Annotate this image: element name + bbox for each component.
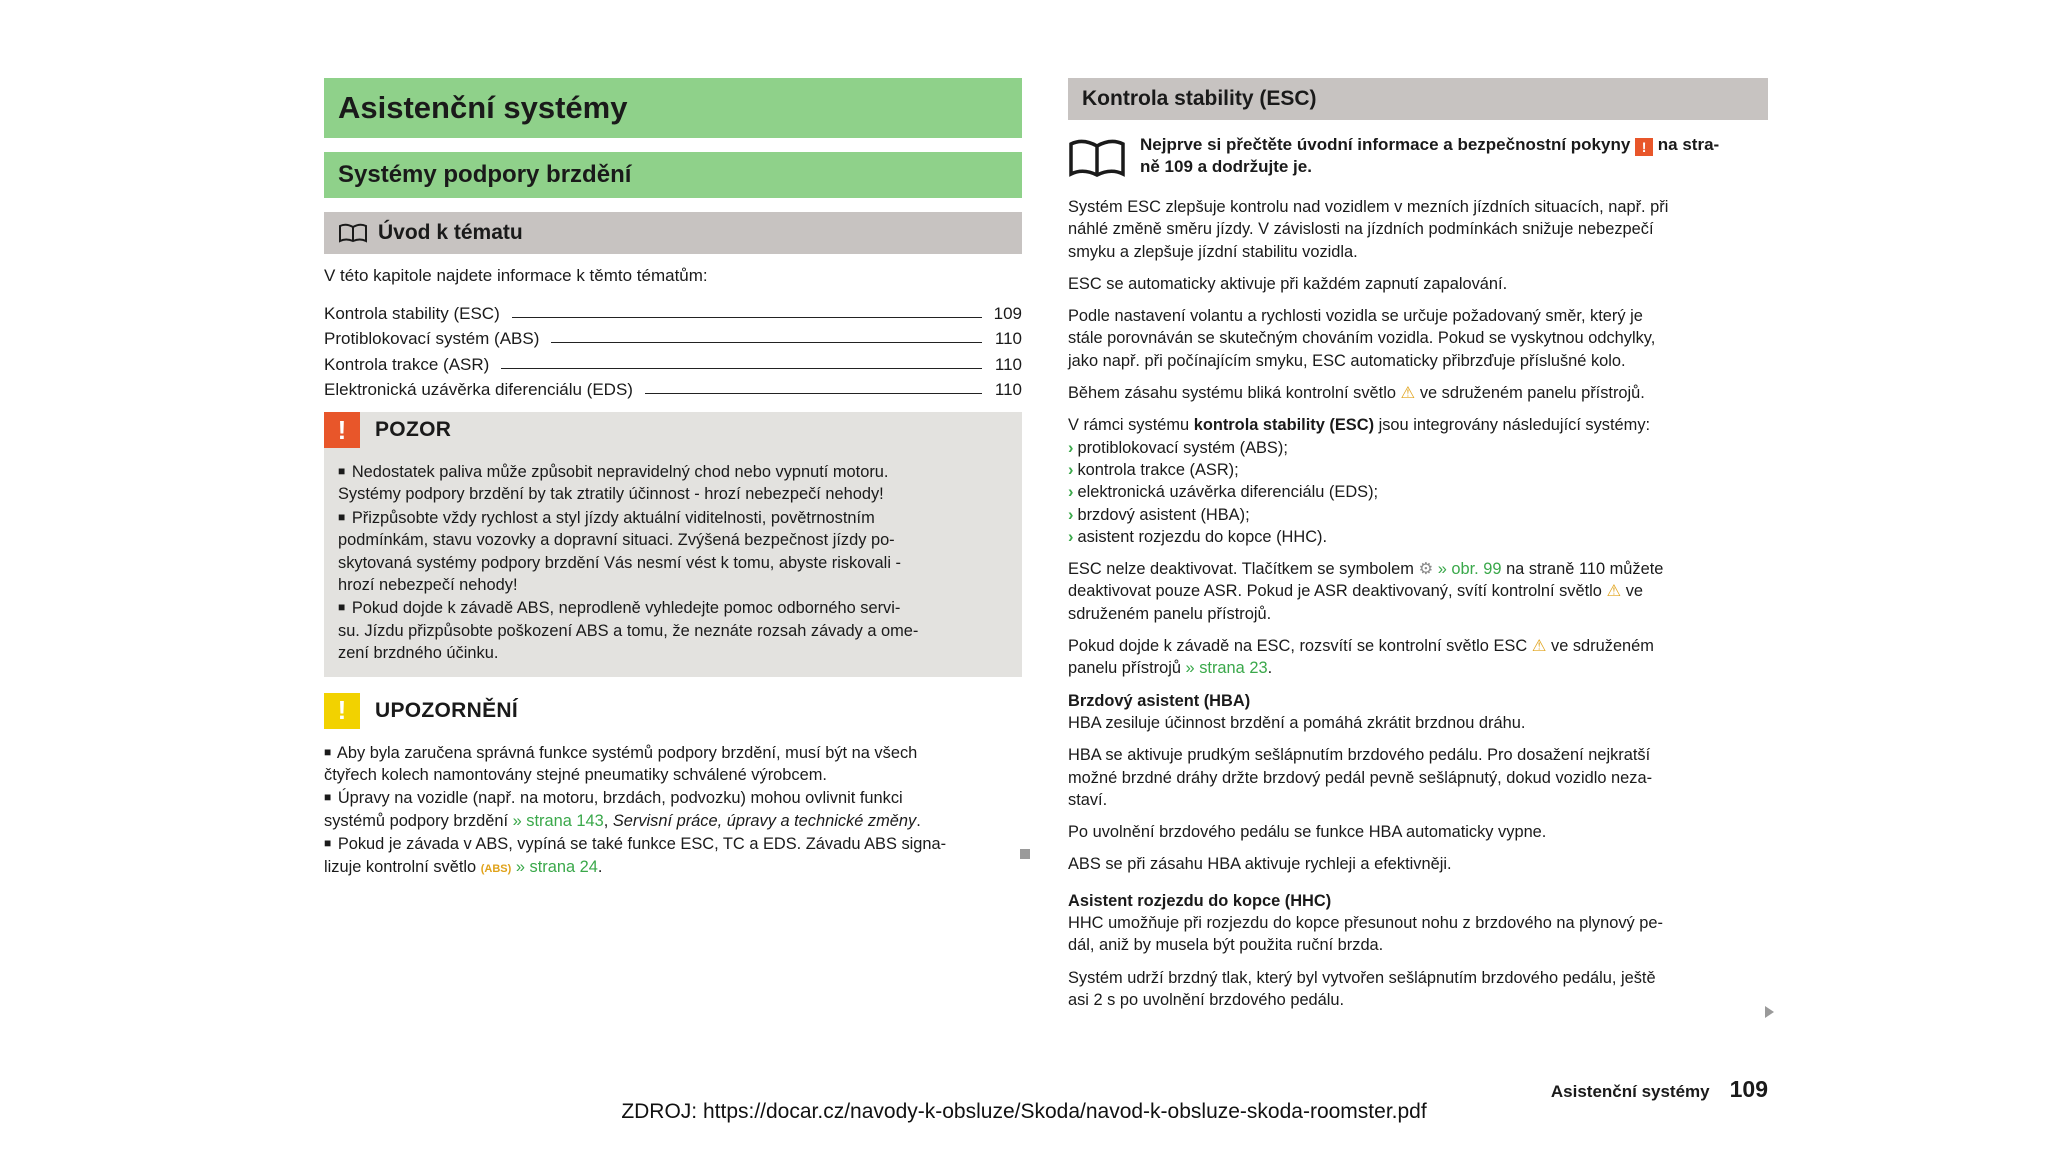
book-icon bbox=[338, 223, 368, 243]
paragraph: ABS se při zásahu HBA aktivuje rychleji a efektivněji. bbox=[1068, 855, 1452, 874]
paragraph: Po uvolnění brzdového pedálu se funkce HBA automaticky vypne. bbox=[1068, 823, 1547, 842]
chevron-right-icon: › bbox=[1068, 438, 1074, 457]
intro-text: V této kapitole najdete informace k těmto tématům: bbox=[324, 266, 708, 285]
continue-arrow-icon bbox=[1765, 1006, 1774, 1018]
warning-box bbox=[324, 412, 1022, 677]
note-line: ■ Aby byla zaručena správná funkce systémů podpory brzdění, musí být na všech bbox=[324, 743, 918, 762]
list-item: › kontrola trakce (ASR); bbox=[1068, 460, 1239, 479]
toc-item-page: 110 bbox=[994, 329, 1022, 348]
bullet-square-icon: ■ bbox=[338, 509, 346, 524]
page-link[interactable]: » strana 143 bbox=[512, 811, 604, 830]
warning-line: skytovaná systémy podpory brzdění Vás nesmí vést k tomu, abyste riskovali - bbox=[338, 553, 901, 572]
warning-line: podmínkám, stavu vozovky a dopravní situaci. Zvýšená bezpečnost jízdy po- bbox=[338, 531, 895, 550]
note-body bbox=[324, 729, 1022, 880]
toc-item[interactable] bbox=[324, 298, 1022, 324]
paragraph: Podle nastavení volantu a rychlosti vozidla se určuje požadovaný směr, který je stále porovnáván se skutečným chováním vozidla. Pokud se vyskytnou odchylky, jako např. při počínajícím smyku, ESC automaticky přibrzďuje příslušné kolo. bbox=[1068, 307, 1656, 370]
list-item: › protiblokovací systém (ABS); bbox=[1068, 438, 1288, 457]
toc-item-page: 110 bbox=[994, 354, 1022, 374]
section-end-mark bbox=[1020, 849, 1030, 859]
exclamation-icon: ! bbox=[1635, 138, 1653, 156]
esc-warning-light-icon: ⚠ bbox=[1531, 637, 1547, 656]
italic-reference: Servisní práce, úpravy a technické změny bbox=[612, 811, 917, 830]
toc-leader-line bbox=[645, 393, 982, 394]
toc-item[interactable] bbox=[324, 375, 1022, 401]
book-icon bbox=[1068, 138, 1126, 178]
bullet-square-icon: ■ bbox=[324, 790, 332, 805]
paragraph: ESC nelze deaktivovat. Tlačítkem se symbolem ⚙ » obr. 99 na straně 110 můžete deaktivovat pouze ASR. Pokud je ASR deaktivovaný, svítí kontrolní světlo ⚠ ve sdruženém panelu přístrojů. bbox=[1068, 560, 1664, 623]
warning-line: su. Jízdu přizpůsobte poškození ABS a tomu, že neznáte rozsah závady a ome- bbox=[338, 621, 919, 640]
paragraph: HBA zesiluje účinnost brzdění a pomáhá zkrátit brzdnou dráhu. bbox=[1068, 713, 1526, 732]
warning-line: ■ Nedostatek paliva může způsobit nepravidelný chod nebo vypnutí motoru. bbox=[338, 463, 889, 481]
bullet-square-icon: ■ bbox=[338, 464, 346, 478]
toc-item-page: 110 bbox=[994, 380, 1022, 399]
list-item: › elektronická uzávěrka diferenciálu (EDS); bbox=[1068, 483, 1379, 502]
paragraph: Systém ESC zlepšuje kontrolu nad vozidlem v mezních jízdních situacích, např. při náhlé změně směru jízdy. V závislosti na jízdních podmínkách snižuje nebezpečí smyku a zlepšuje jízdní stabilitu vozidla. bbox=[1068, 198, 1669, 261]
bullet-square-icon: ■ bbox=[324, 744, 332, 759]
toc-item-title: Protiblokovací systém (ABS) bbox=[324, 329, 540, 348]
warning-line: zení brzdného účinku. bbox=[338, 644, 499, 663]
toc-item-title: Elektronická uzávěrka diferenciálu (EDS) bbox=[324, 380, 633, 399]
toc-item-page: 109 bbox=[993, 303, 1022, 323]
footer-section: Asistenční systémy bbox=[1550, 1082, 1710, 1101]
note-header bbox=[324, 693, 1022, 729]
note-line: systémů podpory brzdění » strana 143, Servisní práce, úpravy a technické změny. bbox=[324, 811, 921, 830]
note-line: ■ Úpravy na vozidle (např. na motoru, brzdách, podvozku) mohou ovlivnit funkci bbox=[324, 789, 903, 808]
toc-item-title: Kontrola trakce (ASR) bbox=[324, 354, 490, 374]
paragraph: HHC umožňuje při rozjezdu do kopce přesunout nohu z brzdového na plynový pe- dál, aniž by musela být použita ruční brzda. bbox=[1068, 914, 1663, 955]
page-link[interactable]: » strana 24 bbox=[515, 857, 598, 876]
exclamation-icon: ! bbox=[324, 412, 360, 448]
page-link[interactable]: » strana 23 bbox=[1185, 659, 1268, 678]
warning-line: ■ Přizpůsobte vždy rychlost a styl jízdy aktuální viditelnosti, povětrnostním bbox=[338, 508, 875, 527]
hhc-title: Asistent rozjezdu do kopce (HHC) bbox=[1068, 891, 1332, 910]
chevron-right-icon: › bbox=[1068, 505, 1074, 524]
note-title: UPOZORNĚNÍ bbox=[375, 698, 519, 722]
paragraph: HBA se aktivuje prudkým sešlápnutím brzdového pedálu. Pro dosažení nejkratší možné brzdné dráhy držte brzdový pedál pevně sešlápnutý, dokud vozidlo neza- staví. bbox=[1068, 746, 1653, 809]
toc-item[interactable] bbox=[324, 349, 1022, 375]
hba-title: Brzdový asistent (HBA) bbox=[1068, 691, 1251, 710]
toc-leader-line bbox=[501, 368, 982, 369]
toc-leader-line bbox=[512, 317, 982, 318]
bullet-square-icon: ■ bbox=[324, 836, 332, 851]
warning-line: hrozí nebezpečí nehody! bbox=[338, 576, 518, 595]
note-block bbox=[324, 693, 1022, 880]
toc-leader-line bbox=[551, 342, 982, 343]
list-item: › asistent rozjezdu do kopce (HHC). bbox=[1068, 527, 1328, 546]
note-line: lizuje kontrolní světlo (ABS) » strana 24. bbox=[324, 857, 603, 876]
chapter-title: Asistenční systémy bbox=[324, 78, 1022, 138]
toc-item[interactable] bbox=[324, 324, 1022, 350]
paragraph: ESC se automaticky aktivuje při každém zapnutí zapalování. bbox=[1068, 274, 1508, 293]
esc-warning-light-icon: ⚠ bbox=[1400, 384, 1416, 403]
right-column bbox=[1068, 78, 1768, 1011]
bullet-square-icon: ■ bbox=[338, 600, 346, 615]
list-item: › brzdový asistent (HBA); bbox=[1068, 505, 1250, 524]
warning-title: POZOR bbox=[375, 418, 452, 441]
page-footer bbox=[1551, 1076, 1768, 1103]
note-line: čtyřech kolech namontovány stejné pneumatiky schválené výrobcem. bbox=[324, 766, 827, 785]
systems-list bbox=[1068, 437, 1768, 548]
source-caption: ZDROJ: https://docar.cz/navody-k-obsluze/Skoda/navod-k-obsluze-skoda-roomster.pdf bbox=[621, 1100, 1427, 1123]
page-number: 109 bbox=[1729, 1076, 1768, 1102]
warning-line: Systémy podpory brzdění by tak ztratily účinnost - hrozí nebezpečí nehody! bbox=[338, 485, 884, 504]
asr-warning-light-icon: ⚠ bbox=[1606, 582, 1622, 601]
warning-line: ■ Pokud dojde k závadě ABS, neprodleně vyhledejte pomoc odborného servi- bbox=[338, 599, 901, 618]
warning-body bbox=[324, 448, 1022, 665]
asr-button-icon: ⚙ bbox=[1418, 560, 1434, 579]
read-first-text: Nejprve si přečtěte úvodní informace a bezpečnostní pokyny ! na stra- ně 109 a dodržujte je. bbox=[1140, 135, 1720, 176]
paragraph: Pokud dojde k závadě na ESC, rozsvítí se kontrolní světlo ESC ⚠ ve sdruženém panelu přístrojů » strana 23. bbox=[1068, 637, 1654, 678]
chevron-right-icon: › bbox=[1068, 460, 1074, 479]
intro-header bbox=[324, 212, 1022, 254]
note-line: ■ Pokud je závada v ABS, vypíná se také funkce ESC, TC a EDS. Závadu ABS signa- bbox=[324, 835, 947, 854]
paragraph: Systém udrží brzdný tlak, který byl vytvořen sešlápnutím brzdového pedálu, ještě asi 2 s po uvolnění brzdového pedálu. bbox=[1068, 968, 1656, 1009]
paragraph: V rámci systému kontrola stability (ESC) jsou integrovány následující systémy: bbox=[1068, 416, 1651, 435]
exclamation-icon: ! bbox=[324, 693, 360, 729]
toc-item-title: Kontrola stability (ESC) bbox=[324, 303, 500, 323]
figure-link[interactable]: » obr. 99 bbox=[1437, 560, 1502, 579]
table-of-contents bbox=[324, 298, 1022, 400]
intro-header-label: Úvod k tématu bbox=[378, 221, 523, 244]
chevron-right-icon: › bbox=[1068, 483, 1074, 502]
section-title: Systémy podpory brzdění bbox=[324, 152, 1022, 198]
left-column bbox=[324, 78, 1022, 880]
read-first-note bbox=[1068, 134, 1768, 178]
abs-warning-light-icon: (ABS) bbox=[480, 862, 512, 875]
warning-header bbox=[324, 412, 1022, 448]
paragraph: Během zásahu systému bliká kontrolní světlo ⚠ ve sdruženém panelu přístrojů. bbox=[1068, 384, 1645, 403]
esc-header: Kontrola stability (ESC) bbox=[1068, 78, 1768, 120]
chevron-right-icon: › bbox=[1068, 527, 1074, 546]
